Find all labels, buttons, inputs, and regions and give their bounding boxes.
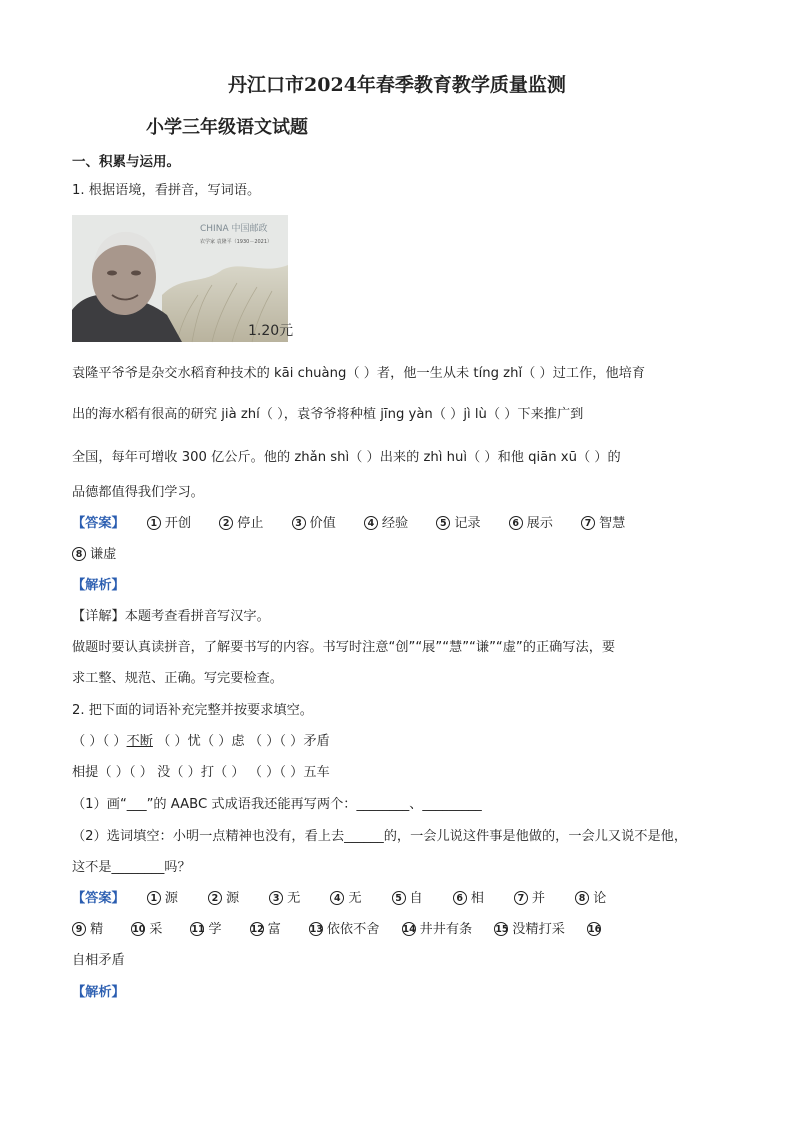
answer-number: 2 (219, 516, 233, 530)
answer-label: 【答案】 (72, 516, 125, 531)
q1-line-1: 袁隆平爷爷是杂交水稻育种技术的 kāi chuàng（ ）者，他一生从未 tíng zhǐ（ ）过工作，他培育 (72, 366, 646, 381)
answer-item: 14 井井有条 (402, 922, 473, 937)
q1-line-3: 全国，每年可增收 300 亿公斤。他的 zhǎn shì（ ）出来的 zhì huì（ ）和他 qiān xū（ ）的 (72, 450, 621, 465)
page-subtitle: 小学三年级语文试题 (146, 117, 308, 138)
q2-answer-row-2 (72, 921, 605, 939)
answer-item: 6 相 (453, 890, 484, 908)
q2-row1-rest: （ ）忧（ ）虑 （ ）（ ）矛盾 (152, 734, 330, 749)
q2-sub-question-2-cont: 这不是________吗？ (72, 860, 191, 875)
answer-number: 4 (364, 516, 378, 530)
answer-number: 7 (581, 516, 595, 530)
stamp-country: CHINA 中国邮政 (200, 224, 268, 234)
answer-number: 1 (147, 516, 161, 530)
answer-item: 8 谦虚 (72, 546, 116, 564)
q2-row1-blanks: （ ）（ ） (72, 734, 127, 749)
analysis-label: 【解析】 (72, 578, 125, 593)
section-heading: 一、积累与运用。 (72, 154, 180, 170)
stamp-portrait (72, 215, 294, 342)
stamp-caption: 农学家 袁隆平（1930－2021） (200, 239, 273, 245)
underlined-word: 不断 (126, 734, 153, 749)
answer-item: 3 无 (269, 890, 300, 908)
answer-item: 1 开创 (147, 515, 191, 533)
q1-line-4: 品德都值得我们学习。 (72, 485, 204, 500)
q1-line-2: 出的海水稻有很高的研究 jià zhí（ ），袁爷爷将种植 jīng yàn（ ）jì lù（ ）下来推广到 (72, 407, 584, 422)
q2-sub-question-2: （2）选词填空：小明一点精神也没有，看上去______的，一会儿说这件事是他做的，一会儿又说不是他， (72, 829, 688, 844)
answer-item: 5 记录 (436, 515, 480, 533)
answer-item: 11 学 (191, 922, 222, 937)
answer-item: 16 (588, 924, 602, 935)
answer-label: 【答案】 (72, 891, 125, 906)
answer-item: 2 源 (208, 890, 239, 908)
answer-item: 7 智慧 (581, 515, 625, 533)
answer-item: 9 精 (72, 921, 103, 939)
stamp-value: 1.20元 (248, 323, 294, 339)
answer-item: 8 论 (575, 890, 606, 908)
answer-item: 10 采 (132, 922, 163, 937)
q2-idiom-row-1 (72, 733, 330, 751)
analysis-label: 【解析】 (72, 985, 125, 1000)
detail-label: 【详解】 (72, 609, 125, 624)
answer-item: 2 停止 (219, 515, 263, 533)
answer-item: 4 经验 (364, 515, 408, 533)
answer-number: 8 (72, 547, 86, 561)
answer-item: 6 展示 (509, 515, 553, 533)
q1-detail-line-3: 求工整、规范、正确。写完要检查。 (72, 671, 283, 686)
stamp-image (72, 215, 294, 342)
q2-answer-row-3: 自相矛盾 (72, 953, 125, 968)
q2-sub-question-1: （1）画“___”的 AABC 式成语我还能再写两个：________、_________ (72, 797, 482, 812)
answer-item: 15 没精打采 (495, 922, 565, 937)
answer-number: 5 (436, 516, 450, 530)
answer-item: 5 自 (392, 890, 423, 908)
detail-text: 本题考查看拼音写汉字。 (124, 609, 270, 624)
q2-idiom-row-2: 相提（ ）（ ） 没（ ）打（ ） （ ）（ ）五车 (72, 765, 330, 780)
q1-detail-line-2: 做题时要认真读拼音，了解要书写的内容。书写时注意“创”“展”“慧”“谦”“虚”的正确写法，要 (72, 640, 616, 655)
answer-number: 6 (509, 516, 523, 530)
answer-item: 3 价值 (292, 515, 336, 533)
question-2-prompt: 2. 把下面的词语补充完整并按要求填空。 (72, 703, 313, 718)
q1-answer-row-2 (72, 546, 116, 564)
page-title: 丹江口市2024年春季教育教学质量监测 (228, 74, 566, 96)
answer-number: 3 (292, 516, 306, 530)
q2-answer-row (72, 890, 606, 908)
answer-item: 7 并 (514, 890, 545, 908)
answer-item: 1 源 (147, 890, 178, 908)
q1-detail (72, 608, 270, 626)
question-1-prompt: 1. 根据语境，看拼音，写词语。 (72, 183, 261, 198)
answer-item: 13 依依不舍 (309, 922, 380, 937)
q1-answer-row (72, 515, 625, 533)
answer-item: 12 富 (250, 922, 281, 937)
answer-item: 4 无 (330, 890, 361, 908)
